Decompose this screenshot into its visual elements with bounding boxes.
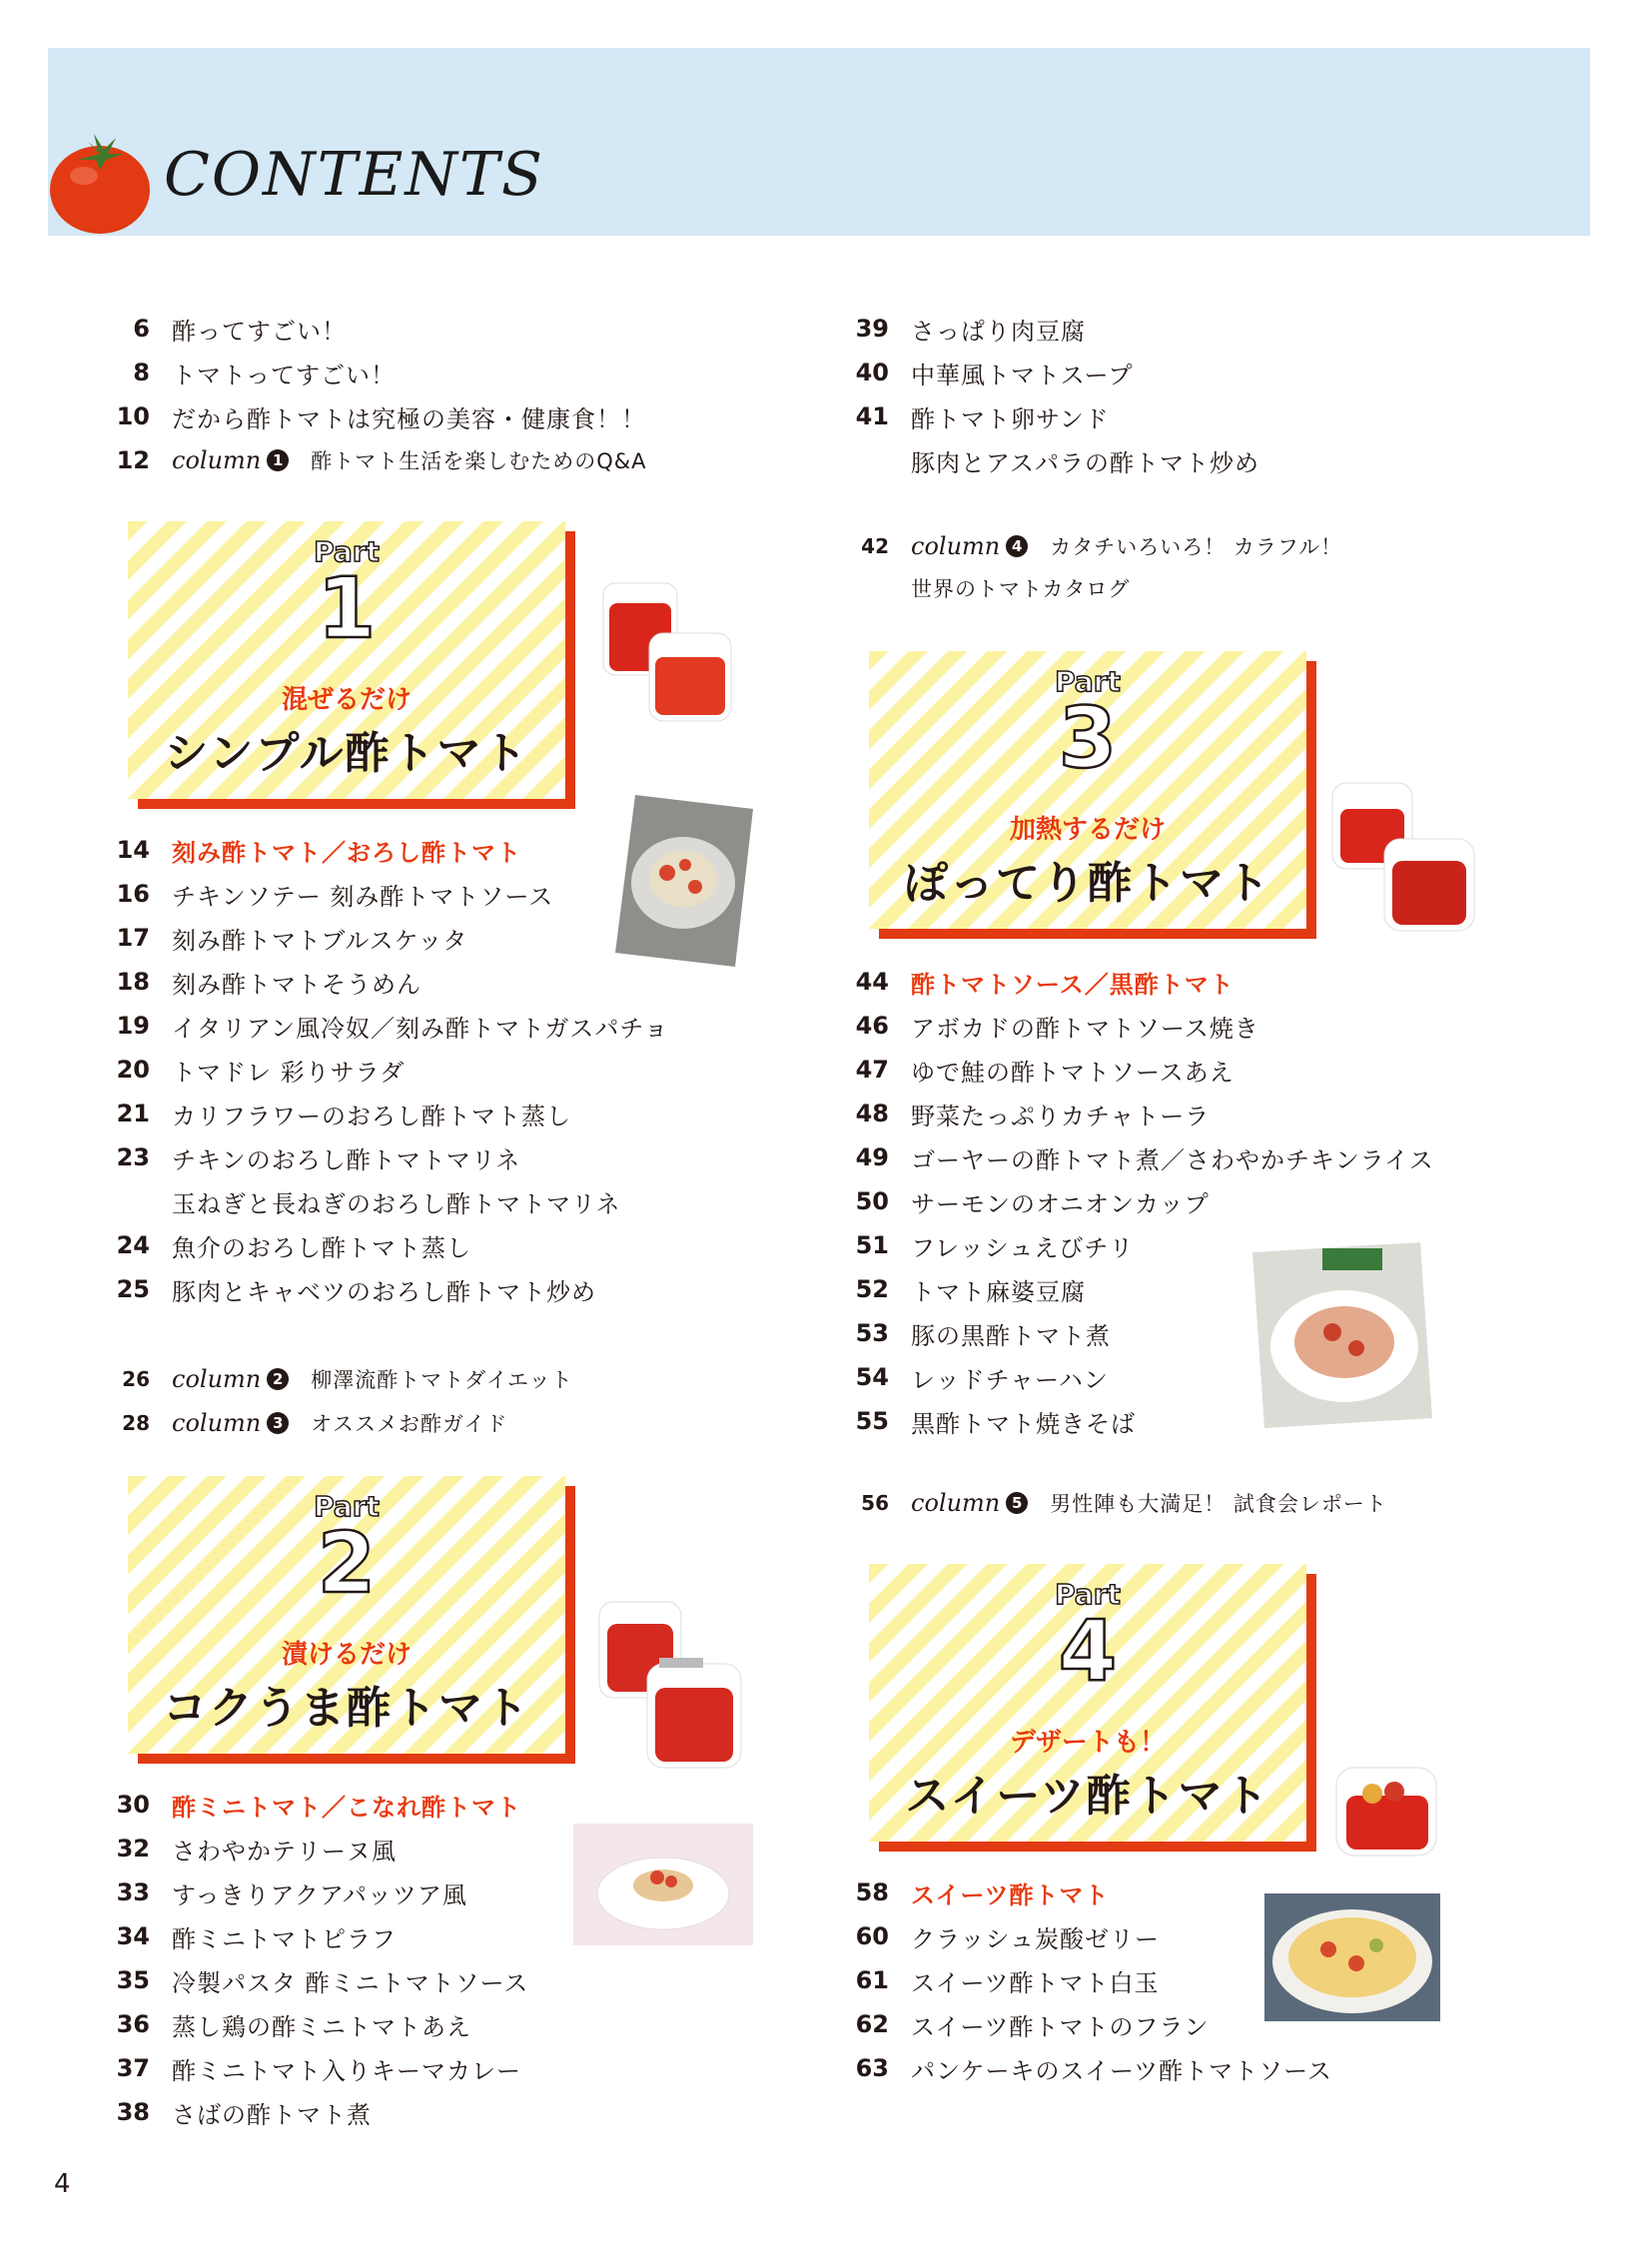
part-3-header: Part 3 加熱するだけ ぽってり酢トマト bbox=[869, 651, 1306, 929]
column-item[interactable]: 12 column 1 酢トマト生活を楽しむためのQ&A bbox=[116, 446, 647, 474]
jar-photo bbox=[589, 573, 749, 733]
toc-item[interactable]: 39 さっぱり肉豆腐 bbox=[855, 315, 1086, 346]
column-number-badge: 1 bbox=[267, 449, 289, 471]
toc-item[interactable]: 49 ゴーヤーの酢トマト煮／さわやかチキンライス bbox=[855, 1143, 1434, 1174]
toc-item[interactable]: 30 酢ミニトマト／こなれ酢トマト bbox=[116, 1791, 521, 1822]
dish-photo bbox=[615, 795, 753, 967]
toc-item[interactable]: 41 酢トマト卵サンド bbox=[855, 402, 1110, 433]
toc-item[interactable]: 51 フレッシュえびチリ bbox=[855, 1231, 1135, 1262]
part-1-header: Part 1 混ぜるだけ シンプル酢トマト bbox=[128, 521, 565, 799]
toc-item[interactable]: 20 トマドレ 彩りサラダ bbox=[116, 1056, 406, 1087]
toc-item[interactable]: 10 だから酢トマトは究極の美容・健康食！！ bbox=[116, 402, 646, 433]
toc-item[interactable]: 44 酢トマトソース／黒酢トマト bbox=[855, 968, 1235, 999]
toc-item[interactable]: 21 カリフラワーのおろし酢トマト蒸し bbox=[116, 1100, 571, 1130]
toc-item[interactable]: 14 刻み酢トマト／おろし酢トマト bbox=[116, 836, 521, 867]
toc-item[interactable]: 60 クラッシュ炭酸ゼリー bbox=[855, 1922, 1161, 1953]
toc-item[interactable]: 35 冷製パスタ 酢ミニトマトソース bbox=[116, 1966, 529, 1997]
toc-item[interactable]: 36 蒸し鶏の酢ミニトマトあえ bbox=[116, 2010, 471, 2041]
toc-item[interactable]: 37 酢ミニトマト入りキーマカレー bbox=[116, 2054, 521, 2085]
toc-item[interactable]: 40 中華風トマトスープ bbox=[855, 359, 1134, 389]
toc-item[interactable]: 23 チキンのおろし酢トマトマリネ bbox=[116, 1143, 521, 1174]
toc-item[interactable]: 16 チキンソテー 刻み酢トマトソース bbox=[116, 880, 554, 911]
toc-item[interactable]: 48 野菜たっぷりカチャトーラ bbox=[855, 1100, 1211, 1130]
toc-item[interactable]: 58 スイーツ酢トマト bbox=[855, 1878, 1110, 1909]
jar-photo bbox=[1328, 779, 1488, 939]
column-item[interactable]: 56 column 5 男性陣も大満足！ 試食会レポート bbox=[861, 1489, 1387, 1517]
part-2-header: Part 2 漬けるだけ コクうま酢トマト bbox=[128, 1476, 565, 1754]
toc-item[interactable]: 25 豚肉とキャベツのおろし酢トマト炒め bbox=[116, 1275, 596, 1306]
toc-item[interactable]: 46 アボカドの酢トマトソース焼き bbox=[855, 1012, 1259, 1043]
part-4-header: Part 4 デザートも！ スイーツ酢トマト bbox=[869, 1564, 1306, 1842]
toc-item[interactable]: 55 黒酢トマト焼きそば bbox=[855, 1407, 1136, 1438]
toc-item[interactable]: 62 スイーツ酢トマトのフラン bbox=[855, 2010, 1210, 2041]
toc-item[interactable]: 61 スイーツ酢トマト白玉 bbox=[855, 1966, 1160, 1997]
toc-item[interactable]: 6 酢ってすごい！ bbox=[133, 315, 347, 346]
column-number-badge: 2 bbox=[267, 1368, 289, 1390]
page-title: CONTENTS bbox=[164, 140, 545, 210]
toc-item[interactable]: 52 トマト麻婆豆腐 bbox=[855, 1275, 1086, 1306]
toc-item[interactable]: 63 パンケーキのスイーツ酢トマトソース bbox=[855, 2054, 1332, 2085]
toc-item[interactable]: 豚肉とアスパラの酢トマト炒め bbox=[911, 448, 1260, 477]
toc-item[interactable]: 18 刻み酢トマトそうめん bbox=[116, 968, 421, 999]
dish-photo bbox=[1264, 1893, 1440, 2021]
jar-photo bbox=[1332, 1764, 1442, 1860]
toc-item[interactable]: 32 さわやかテリーヌ風 bbox=[116, 1835, 397, 1866]
toc-item[interactable]: 19 イタリアン風冷奴／刻み酢トマトガスパチョ bbox=[116, 1012, 669, 1043]
toc-item[interactable]: 47 ゆで鮭の酢トマトソースあえ bbox=[855, 1056, 1235, 1087]
column-number-badge: 3 bbox=[267, 1412, 289, 1434]
toc-item[interactable]: 50 サーモンのオニオンカップ bbox=[855, 1187, 1210, 1218]
toc-item[interactable]: 17 刻み酢トマトブルスケッタ bbox=[116, 924, 468, 955]
toc-item[interactable]: 53 豚の黒酢トマト煮 bbox=[855, 1319, 1111, 1350]
tomato-icon bbox=[44, 124, 152, 238]
column-item[interactable]: 28 column 3 オススメお酢ガイド bbox=[122, 1409, 508, 1437]
toc-item[interactable]: 8 トマトってすごい！ bbox=[133, 359, 397, 389]
toc-item[interactable]: 54 レッドチャーハン bbox=[855, 1363, 1109, 1394]
jar-photo bbox=[589, 1598, 759, 1774]
column-number-badge: 4 bbox=[1006, 535, 1028, 557]
dish-photo bbox=[1252, 1242, 1432, 1428]
column-item[interactable]: 26 column 2 柳澤流酢トマトダイエット bbox=[122, 1365, 573, 1393]
toc-item[interactable]: 24 魚介のおろし酢トマト蒸し bbox=[116, 1231, 471, 1262]
dish-photo bbox=[573, 1824, 753, 1945]
column-item[interactable]: 42 column 4 カタチいろいろ！ カラフル！ bbox=[861, 532, 1343, 560]
toc-item[interactable]: 33 すっきりアクアパッツア風 bbox=[116, 1878, 467, 1909]
toc-item[interactable]: 34 酢ミニトマトピラフ bbox=[116, 1922, 397, 1953]
toc-item[interactable]: 38 さばの酢トマト煮 bbox=[116, 2098, 372, 2129]
page-number: 4 bbox=[54, 2169, 71, 2199]
toc-item[interactable]: 玉ねぎと長ねぎのおろし酢トマトマリネ bbox=[172, 1189, 621, 1218]
column-item-subtitle: 世界のトマトカタログ bbox=[911, 577, 1131, 601]
column-number-badge: 5 bbox=[1006, 1492, 1028, 1514]
